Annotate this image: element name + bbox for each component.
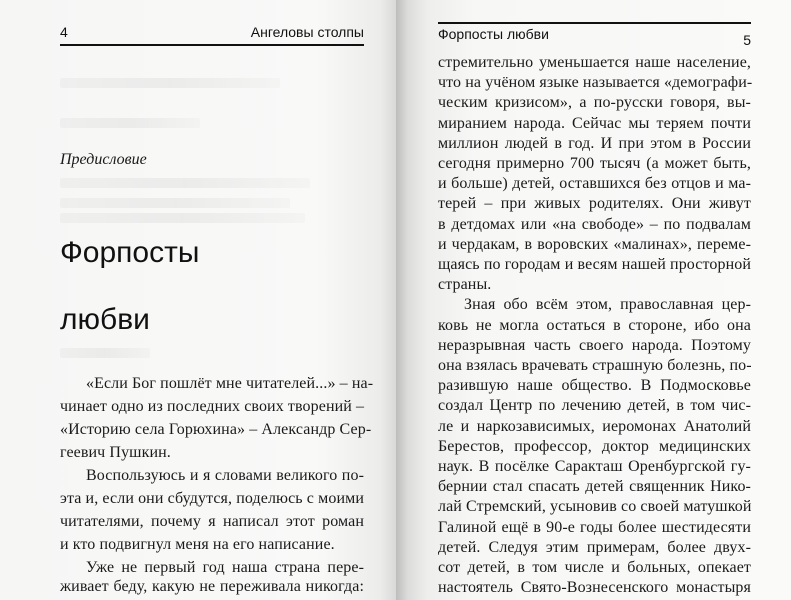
text-line: лай Стремский, усыновив со своей матушкой — [438, 498, 752, 516]
left-page-number: 4 — [60, 24, 68, 40]
show-through-mark — [60, 213, 305, 223]
text-line: она взялась врачевать страшную болезнь, по- — [438, 357, 752, 374]
text-line: разившую наше общество. В Подмосковье — [438, 377, 751, 395]
left-page-header — [60, 24, 364, 46]
left-running-title: Ангеловы столпы — [250, 24, 364, 40]
text-line: «Историю села Горюхина» – Александр Сер- — [60, 421, 372, 438]
text-line: ческим кризисом», а по-русски говоря, вы- — [438, 94, 751, 112]
text-line: миллион людей в год. И при этом в России — [438, 134, 751, 152]
text-line: страны. — [438, 276, 492, 294]
text-line: терей – при живых родителях. Они живут — [438, 195, 751, 213]
text-line: эта и, если они сбудутся, поделюсь с моими — [60, 490, 364, 507]
text-line: бернии стал спасать детей священник Нико- — [438, 478, 751, 496]
text-line: сегодня примерно 700 тысяч (а может быть, — [438, 155, 751, 172]
text-line: настоятель Свято-Вознесенского монастыря — [438, 579, 751, 597]
text-line: Галиной ещё в 90-е годы более шестидесяти — [438, 518, 751, 536]
right-running-title: Форпосты любви — [438, 26, 549, 42]
text-line: неразрывная часть своего народа. Поэтому — [438, 336, 751, 354]
text-line: щаясь по городам и весям нашей просторной — [438, 256, 751, 273]
text-line: Зная обо всём этом, православная цер- — [464, 296, 751, 314]
right-page — [396, 0, 791, 600]
text-line: детей. Следуя этим примерам, более двух- — [438, 538, 751, 556]
text-line: ковь не могла остаться в стороне, ибо она — [438, 316, 751, 334]
show-through-mark — [60, 78, 280, 88]
text-line: миранием народа. Сейчас мы теряем почти — [438, 114, 751, 132]
text-line: живает беду, какую не переживала никогда: — [60, 578, 364, 595]
text-line: сот детей, в том числе и больных, опекает — [438, 559, 751, 576]
show-through-mark — [60, 178, 310, 188]
text-line: Воспользуюсь и я словами великого по- — [86, 467, 364, 484]
preface-label: Предисловие — [60, 151, 147, 168]
right-page-header — [438, 22, 751, 50]
chapter-title-line-2: любви — [60, 303, 150, 336]
text-line: и чердакам, в воровских «малинах», переме- — [438, 235, 751, 253]
text-line: Берестов, профессор, доктор медицинских — [438, 437, 751, 455]
text-line: геевич Пушкин. — [60, 444, 171, 461]
text-line: стремительно уменьшается наше население, — [438, 54, 751, 71]
text-line: Уже не первый год наша страна пере- — [86, 559, 364, 576]
show-through-mark — [60, 348, 150, 358]
show-through-mark — [60, 118, 200, 128]
text-line: что на учёном языке называется «демографи- — [438, 74, 753, 92]
text-line: создал Центр по лечению детей, в том чис- — [438, 397, 751, 415]
text-line: и кто подвигнул меня на его написание. — [60, 536, 335, 553]
text-line: наук. В посёлке Саракташ Оренбургской гу- — [438, 458, 751, 475]
text-line: «Если Бог пошлёт мне читателей...» – на- — [86, 375, 374, 392]
text-line: и больше) детей, оставшихся без отцов и ма- — [438, 175, 751, 193]
text-line: ле и наркозависимых, иеромонах Анатолий — [438, 417, 751, 435]
right-page-number: 5 — [743, 32, 751, 48]
text-line: в детдомах или «на свободе» – по подвалам — [438, 215, 751, 233]
show-through-mark — [60, 198, 290, 208]
text-line: чинает одно из последних своих творений – — [60, 398, 365, 415]
chapter-title-line-1: Форпосты — [60, 236, 200, 269]
text-line: читателями, почему я написал этот роман — [60, 513, 364, 530]
